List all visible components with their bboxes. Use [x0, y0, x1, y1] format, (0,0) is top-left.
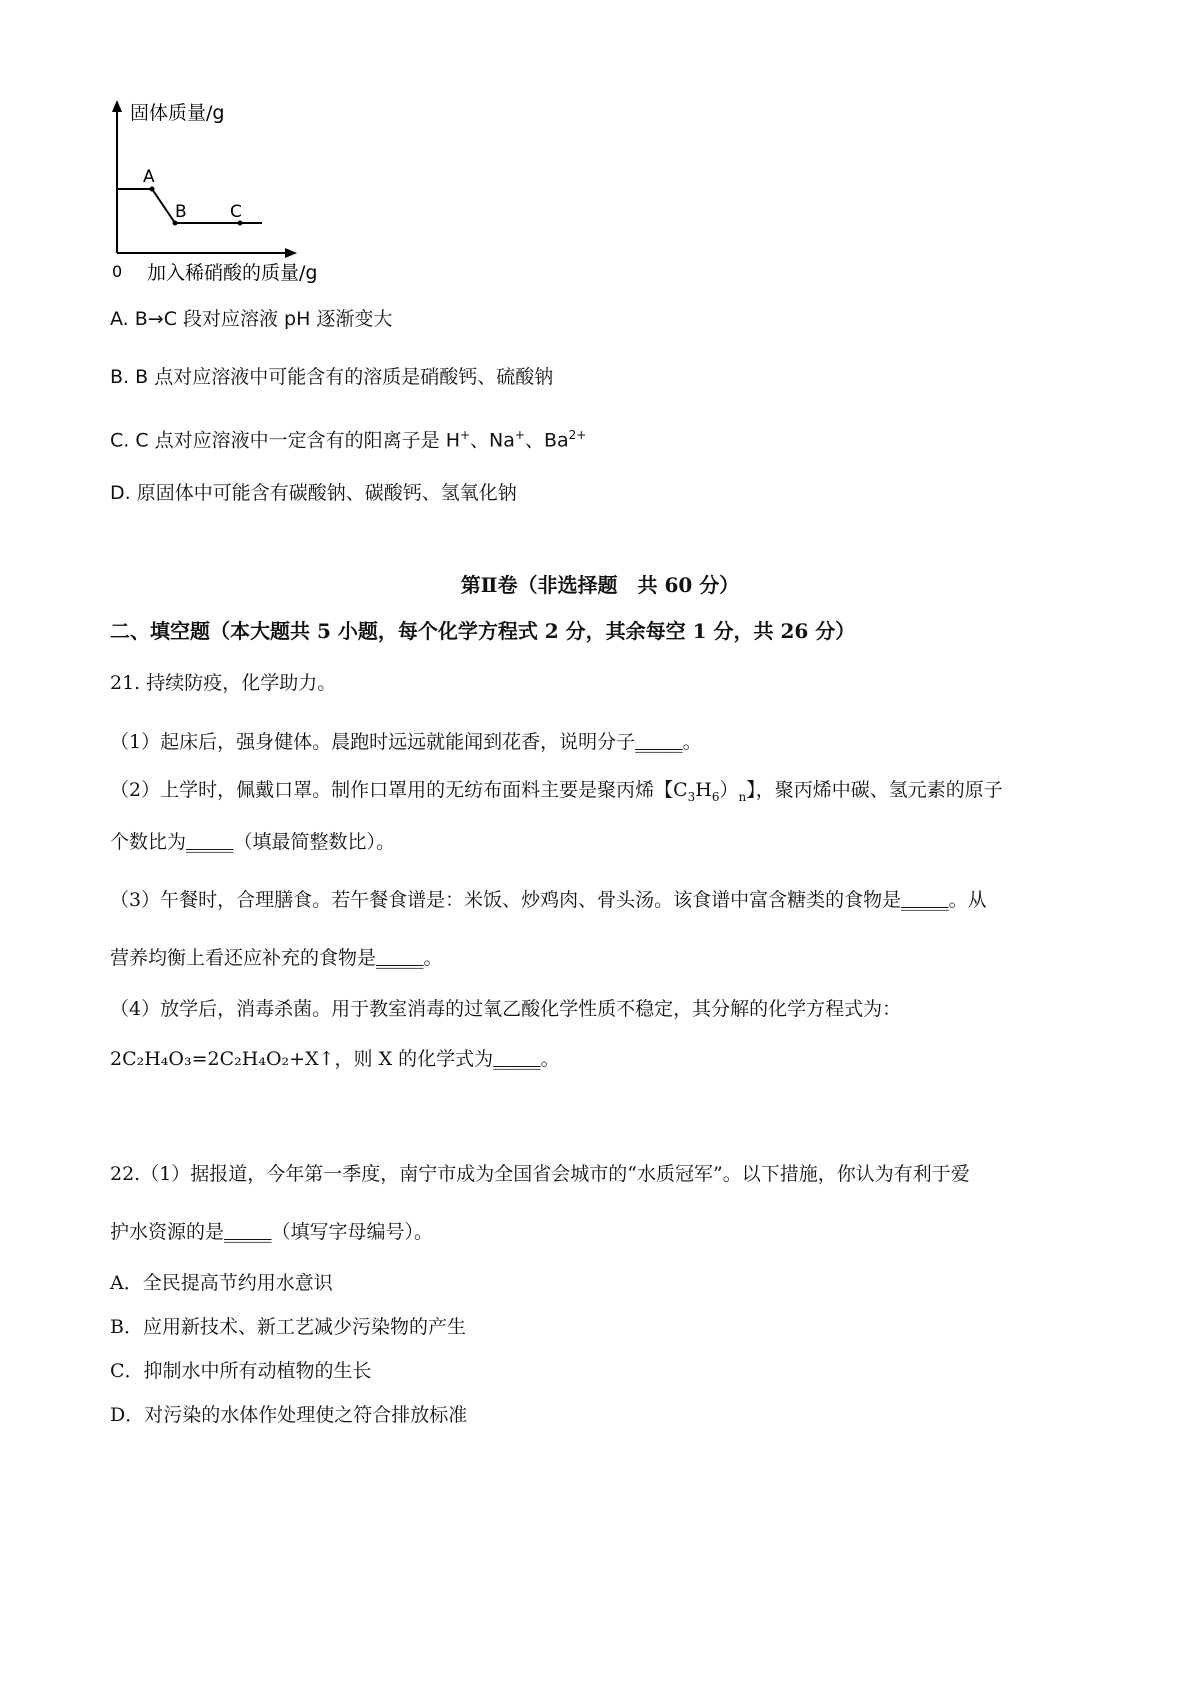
q21-part3-text: （3）午餐时，合理膳食。若午餐食谱是：米饭、炒鸡肉、骨头汤。该食谱中富含糖类的食物是 — [110, 889, 902, 911]
na-charge: + — [514, 428, 525, 442]
q21-part2-text-end: 】，聚丙烯中碳、氢元素的原子 — [746, 779, 1003, 801]
ba-text: 、Ba — [524, 429, 569, 452]
h-subscript: 6 — [711, 789, 720, 804]
q21-part2-line2 — [110, 829, 395, 855]
q21-intro: 21. 持续防疫，化学助力。 — [110, 672, 337, 694]
x-axis-arrow — [285, 248, 297, 258]
q22-line2-end: （填写字母编号）。 — [271, 1221, 434, 1243]
q20-option-a: A. B→C 段对应溶液 pH 逐渐变大 — [110, 308, 393, 330]
h-symbol: H — [695, 779, 712, 801]
answer-blank: _____ — [224, 1221, 272, 1243]
x-axis-label: 加入稀硝酸的质量/g — [147, 262, 318, 284]
point-b-label: B — [175, 202, 187, 222]
n-subscript: n — [738, 789, 747, 804]
q22-line2 — [110, 1219, 433, 1245]
q22-option-b: B．应用新技术、新工艺减少污染物的产生 — [110, 1316, 466, 1338]
ba-charge: 2+ — [568, 428, 587, 442]
solid-mass-graph — [100, 90, 460, 290]
q21-part4-line1: （4）放学后，消毒杀菌。用于教室消毒的过氧乙酸化学性质不稳定，其分解的化学方程式为： — [110, 998, 902, 1020]
decomposition-equation: 2C₂H₄O₃=2C₂H₄O₂+X↑ — [110, 1048, 335, 1070]
point-c-label: C — [230, 202, 242, 222]
q21-part4-line2 — [110, 1046, 560, 1072]
q20-option-c-text: C. C 点对应溶液中一定含有的阳离子是 H — [110, 429, 460, 452]
answer-blank: _____ — [376, 947, 424, 969]
answer-blank: _____ — [493, 1048, 541, 1070]
c-subscript: 3 — [687, 789, 696, 804]
q22-option-a: A．全民提高节约用水意识 — [110, 1272, 333, 1294]
q22-option-d: D．对污染的水体作处理使之符合排放标准 — [110, 1404, 468, 1426]
paren-close: ） — [719, 779, 739, 801]
section-title: 第Ⅱ卷（非选择题 共 60 分） — [460, 573, 740, 597]
answer-blank: _____ — [635, 731, 683, 753]
q20-option-c — [110, 422, 586, 453]
q22-line1: 22.（1）据报道，今年第一季度，南宁市成为全国省会城市的“水质冠军”。以下措施，你认为有利于爱 — [110, 1163, 970, 1185]
point-a-label: A — [143, 167, 155, 187]
q21-part3-line2-end: 。 — [423, 947, 443, 969]
answer-blank: _____ — [186, 831, 234, 853]
q21-part3-line1 — [110, 887, 987, 913]
q21-part1-end: 。 — [682, 731, 702, 753]
section-heading: 二、填空题（本大题共 5 小题，每个化学方程式 2 分，其余每空 1 分，共 26 分） — [110, 619, 856, 643]
q21-part2-line2-end: （填最简整数比）。 — [233, 831, 396, 853]
q21-part3-line2 — [110, 945, 443, 971]
q21-part4-text: ，则 X 的化学式为 — [334, 1048, 494, 1070]
point-a-dot — [150, 187, 155, 192]
na-text: 、Na — [470, 429, 515, 452]
q20-option-b: B. B 点对应溶液中可能含有的溶质是硝酸钙、硫酸钠 — [110, 366, 554, 388]
q20-option-d: D. 原固体中可能含有碳酸钠、碳酸钙、氢氧化钠 — [110, 482, 517, 504]
origin-label: 0 — [112, 262, 123, 281]
answer-blank: _____ — [901, 889, 949, 911]
q21-part2-line1 — [110, 777, 1003, 810]
q21-part4-end: 。 — [540, 1048, 560, 1070]
q21-part2-text: （2）上学时，佩戴口罩。制作口罩用的无纺布面料主要是聚丙烯【C — [110, 779, 688, 801]
h-charge: + — [459, 428, 471, 442]
q22-option-c: C．抑制水中所有动植物的生长 — [110, 1360, 372, 1382]
y-axis-label: 固体质量/g — [130, 102, 225, 124]
q21-part1-text: （1）起床后，强身健体。晨跑时远远就能闻到花香，说明分子 — [110, 731, 636, 753]
q21-part3-line2-text: 营养均衡上看还应补充的食物是 — [110, 947, 377, 969]
q22-line2-text: 护水资源的是 — [110, 1221, 225, 1243]
q21-part2-line2-text: 个数比为 — [110, 831, 187, 853]
y-axis-arrow — [112, 100, 122, 112]
q21-part3-end: 。从 — [948, 889, 987, 911]
q21-part1 — [110, 729, 702, 755]
